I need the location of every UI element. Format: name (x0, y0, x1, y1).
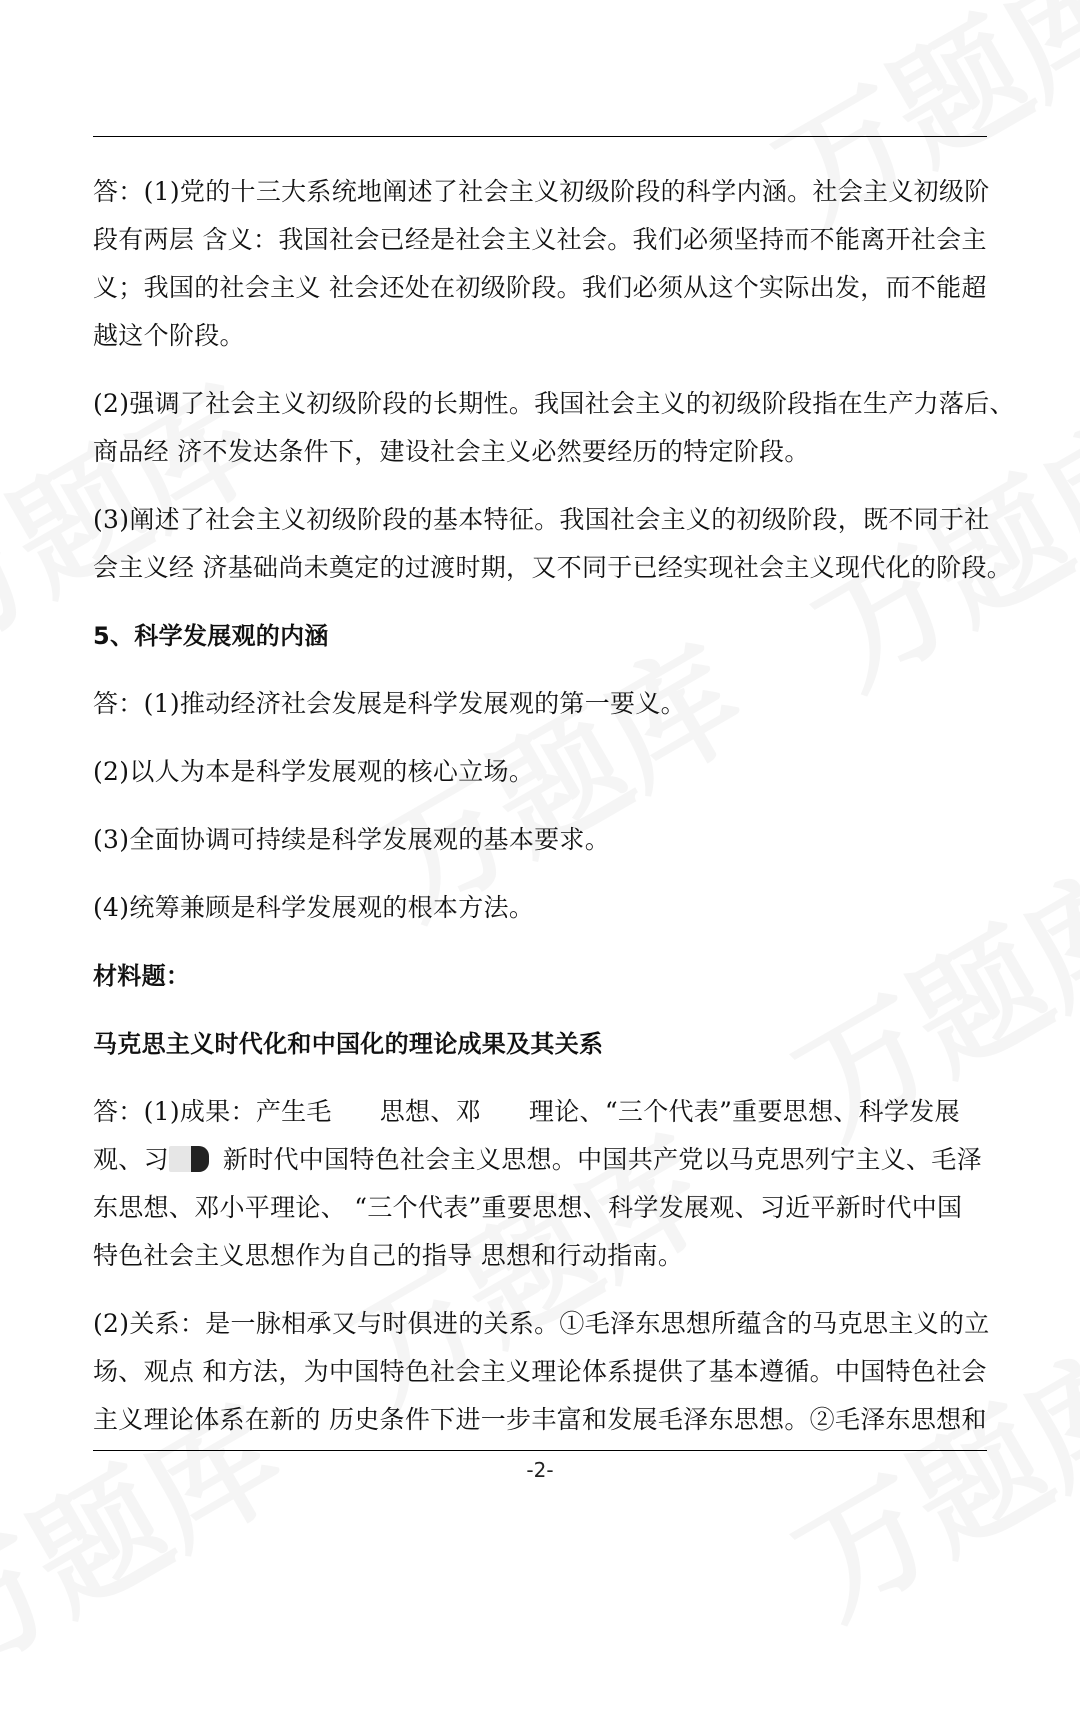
text-line: 义；我国的社会主义 社会还处在初级阶段。我们必须从这个实际出发，而不能超 (93, 273, 987, 302)
text-line: 答：(1)成果：产生毛 思想、邓 理论、“三个代表”重要思想、科学发展 (93, 1097, 960, 1126)
text-line: 东思想、邓小平理论、 “三个代表”重要思想、科学发展观、习近平新时代中国 (93, 1193, 963, 1222)
material-heading: 材料题： (93, 962, 191, 990)
answer-line: (3)全面协调可持续是科学发展观的基本要求。 (93, 825, 611, 854)
text-line: 答：(1)党的十三大系统地阐述了社会主义初级阶段的科学内涵。社会主义初级阶 (93, 177, 990, 206)
question-heading: 马克思主义时代化和中国化的理论成果及其关系 (93, 1030, 604, 1058)
text-line: 段有两层 含义：我国社会已经是社会主义社会。我们必须坚持而不能离开社会主 (93, 225, 987, 254)
text-line: 主义理论体系在新的 历史条件下进一步丰富和发展毛泽东思想。②毛泽东思想和 (93, 1405, 987, 1434)
answer-line: (2)以人为本是科学发展观的核心立场。 (93, 757, 535, 786)
answer-line: 答：(1)推动经济社会发展是科学发展观的第一要义。 (93, 689, 686, 718)
answer-paragraph-results (93, 1088, 991, 1280)
text-line: 商品经 济不发达条件下，建设社会主义必然要经历的特定阶段。 (93, 437, 810, 466)
text-line: 会主义经 济基础尚未奠定的过渡时期，又不同于已经实现社会主义现代化的阶段。 (93, 553, 1013, 582)
page-number: -2- (526, 1458, 554, 1482)
text-line: (3)阐述了社会主义初级阶段的基本特征。我国社会主义的初级阶段，既不同于社 (93, 505, 990, 534)
text-line: 观、习 新时代中国特色社会主义思想。中国共产党以马克思列宁主义、毛泽 (93, 1145, 982, 1174)
answer-paragraph-2 (93, 380, 1015, 476)
header-rule (93, 136, 987, 137)
section-heading: 5、科学发展观的内涵 (93, 622, 329, 650)
redaction-mark (169, 1146, 209, 1172)
answer-line: (4)统筹兼顾是科学发展观的根本方法。 (93, 893, 535, 922)
text-line: (2)关系：是一脉相承又与时俱进的关系。①毛泽东思想所蕴含的马克思主义的立 (93, 1309, 990, 1338)
answer-paragraph-relation (93, 1300, 991, 1444)
text-line: (2)强调了社会主义初级阶段的长期性。我国社会主义的初级阶段指在生产力落后、 (93, 389, 1015, 418)
document-body (93, 168, 1015, 1444)
footer-rule (93, 1450, 987, 1451)
answer-paragraph-3 (93, 496, 1013, 592)
answer-paragraph-1 (93, 168, 991, 360)
text-line: 场、观点 和方法，为中国特色社会主义理论体系提供了基本遵循。中国特色社会 (93, 1357, 987, 1386)
text-line: 越这个阶段。 (93, 321, 245, 350)
text-line: 特色社会主义思想作为自己的指导 思想和行动指南。 (93, 1241, 684, 1270)
